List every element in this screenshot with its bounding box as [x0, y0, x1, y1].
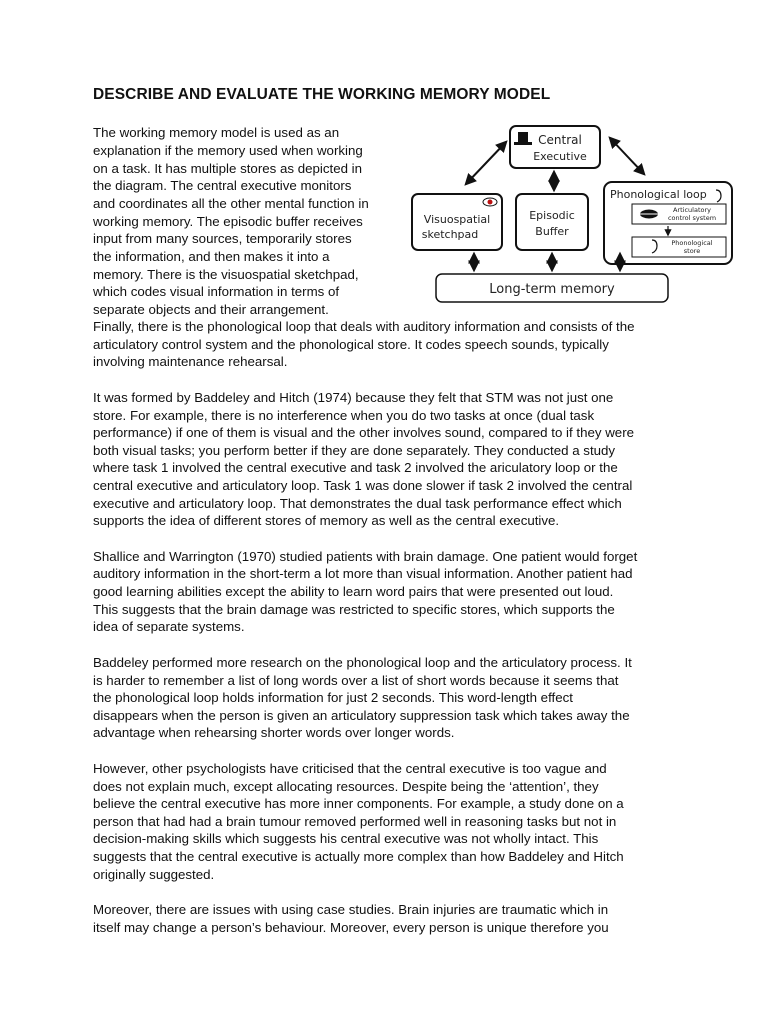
arrow-ce-phonological — [610, 138, 644, 174]
text-line: input from many sources, temporarily stores — [93, 231, 352, 246]
articulatory-label-2: control system — [667, 214, 717, 222]
visuospatial-label-1: Visuospatial — [423, 213, 491, 226]
text-line: person that had had a brain tumour removed performed well in reasoning tasks but not in — [93, 814, 617, 829]
text-line: itself may change a person’s behaviour. Moreover, every person is unique therefore you — [93, 920, 609, 935]
text-line: explanation if the memory used when working — [93, 143, 363, 158]
text-line: both visual tasks; you perform better if they are done separately. They conducted a study — [93, 443, 616, 458]
long-term-memory-label: Long-term memory — [489, 282, 615, 297]
text-line: central executive and articulatory loop. Task 1 was done slower if task 2 involved the central — [93, 478, 633, 493]
visuospatial-sketchpad-box — [412, 194, 502, 250]
text-line: advantage when rehearsing shorter words over longer words. — [93, 725, 455, 740]
text-line: Baddeley performed more research on the phonological loop and the articulatory process. It — [93, 655, 632, 670]
text-line: the diagram. The central executive monitors — [93, 178, 352, 193]
text-line: believe the central executive has more inner components. For example, a study done on a — [93, 796, 624, 811]
text-line: It was formed by Baddeley and Hitch (1974) because they felt that STM was not just one — [93, 390, 614, 405]
arrow-ce-visuospatial — [466, 142, 506, 184]
visuospatial-label-2: sketchpad — [421, 228, 479, 241]
text-line: supports the idea of different stores of memory as well as the central executive. — [93, 513, 560, 528]
text-line: idea of separate systems. — [93, 619, 245, 634]
phonological-store-label-1: Phonological — [671, 239, 713, 247]
text-line: disappears when the person is given an articulatory suppression task which takes away the — [93, 708, 630, 723]
text-line: where task 1 involved the central executive and task 2 involved the ariculatory loop or the — [93, 460, 618, 475]
text-line: the information, and then makes it into a — [93, 249, 330, 264]
text-line: Moreover, there are issues with using case studies. Brain injuries are traumatic which in — [93, 902, 609, 917]
text-line: good learning abilities except the ability to learn word pairs that were presented out loud. — [93, 584, 614, 599]
phonological-store-label-2: store — [683, 247, 701, 255]
text-line: Shallice and Warrington (1970) studied patients with brain damage. One patient would forget — [93, 549, 638, 564]
central-executive-label-1: Central — [538, 133, 582, 147]
text-line: executive and articulatory loop. That demonstrates the dual task performance effect which — [93, 496, 622, 511]
text-line: involving maintenance rehearsal. — [93, 354, 288, 369]
text-line: This suggests that the brain damage was restricted to specific stores, which supports the — [93, 602, 615, 617]
text-line: Finally, there is the phonological loop that deals with auditory information and consists of the — [93, 319, 635, 334]
text-line: which codes visual information in terms of — [93, 284, 340, 299]
phonological-store-box — [632, 237, 726, 257]
phonological-loop-box — [604, 182, 732, 264]
text-line: working memory. The episodic buffer receives — [93, 214, 363, 229]
text-line: does not explain much, except allocating resources. Despite being the ‘attention’, they — [93, 779, 599, 794]
lips-icon — [640, 210, 658, 219]
central-executive-label-2: Executive — [533, 150, 587, 163]
text-line: auditory information in the short-term a lot more than visual information. Another patient had — [93, 566, 633, 581]
text-line: store. For example, there is no interference when you do two tasks at once (dual task — [93, 408, 595, 423]
text-line: However, other psychologists have criticised that the central executive is too vague and — [93, 761, 607, 776]
text-line: suggests that the central executive is actually more complex than how Baddeley and Hitch — [93, 849, 624, 864]
working-memory-diagram — [400, 122, 740, 308]
central-executive-box — [510, 126, 600, 168]
episodic-buffer-box — [516, 194, 588, 250]
text-line: originally suggested. — [93, 867, 215, 882]
episodic-buffer-label-2: Buffer — [535, 225, 569, 238]
long-term-memory-box — [436, 274, 668, 302]
text-line: on a task. It has multiple stores as depicted in — [93, 161, 363, 176]
text-line: the phonological loop holds information for just 2 seconds. This word-length effect — [93, 690, 573, 705]
phonological-loop-label: Phonological loop — [610, 188, 707, 201]
articulatory-label-1: Articulatory — [672, 206, 712, 214]
articulatory-control-system-box — [632, 204, 726, 224]
text-line: is harder to remember a list of long words over a list of short words because it seems that — [93, 673, 619, 688]
episodic-buffer-label-1: Episodic — [529, 209, 575, 222]
text-line: decision-making skills which suggests his central executive was not wholly intact. This — [93, 831, 599, 846]
text-line: and coordinates all the other mental function in — [93, 196, 369, 211]
text-line: separate objects and their arrangement. — [93, 302, 329, 317]
text-line: articulatory control system and the phonological store. It codes speech sounds, typically — [93, 337, 609, 352]
eye-icon — [483, 198, 497, 206]
text-line: memory. There is the visuospatial sketchpad, — [93, 267, 359, 282]
text-line: performance) if one of them is visual and the other involves sound, compared to if they were — [93, 425, 635, 440]
document-title: DESCRIBE AND EVALUATE THE WORKING MEMORY MODEL — [93, 86, 551, 103]
text-line: The working memory model is used as an — [93, 125, 340, 140]
